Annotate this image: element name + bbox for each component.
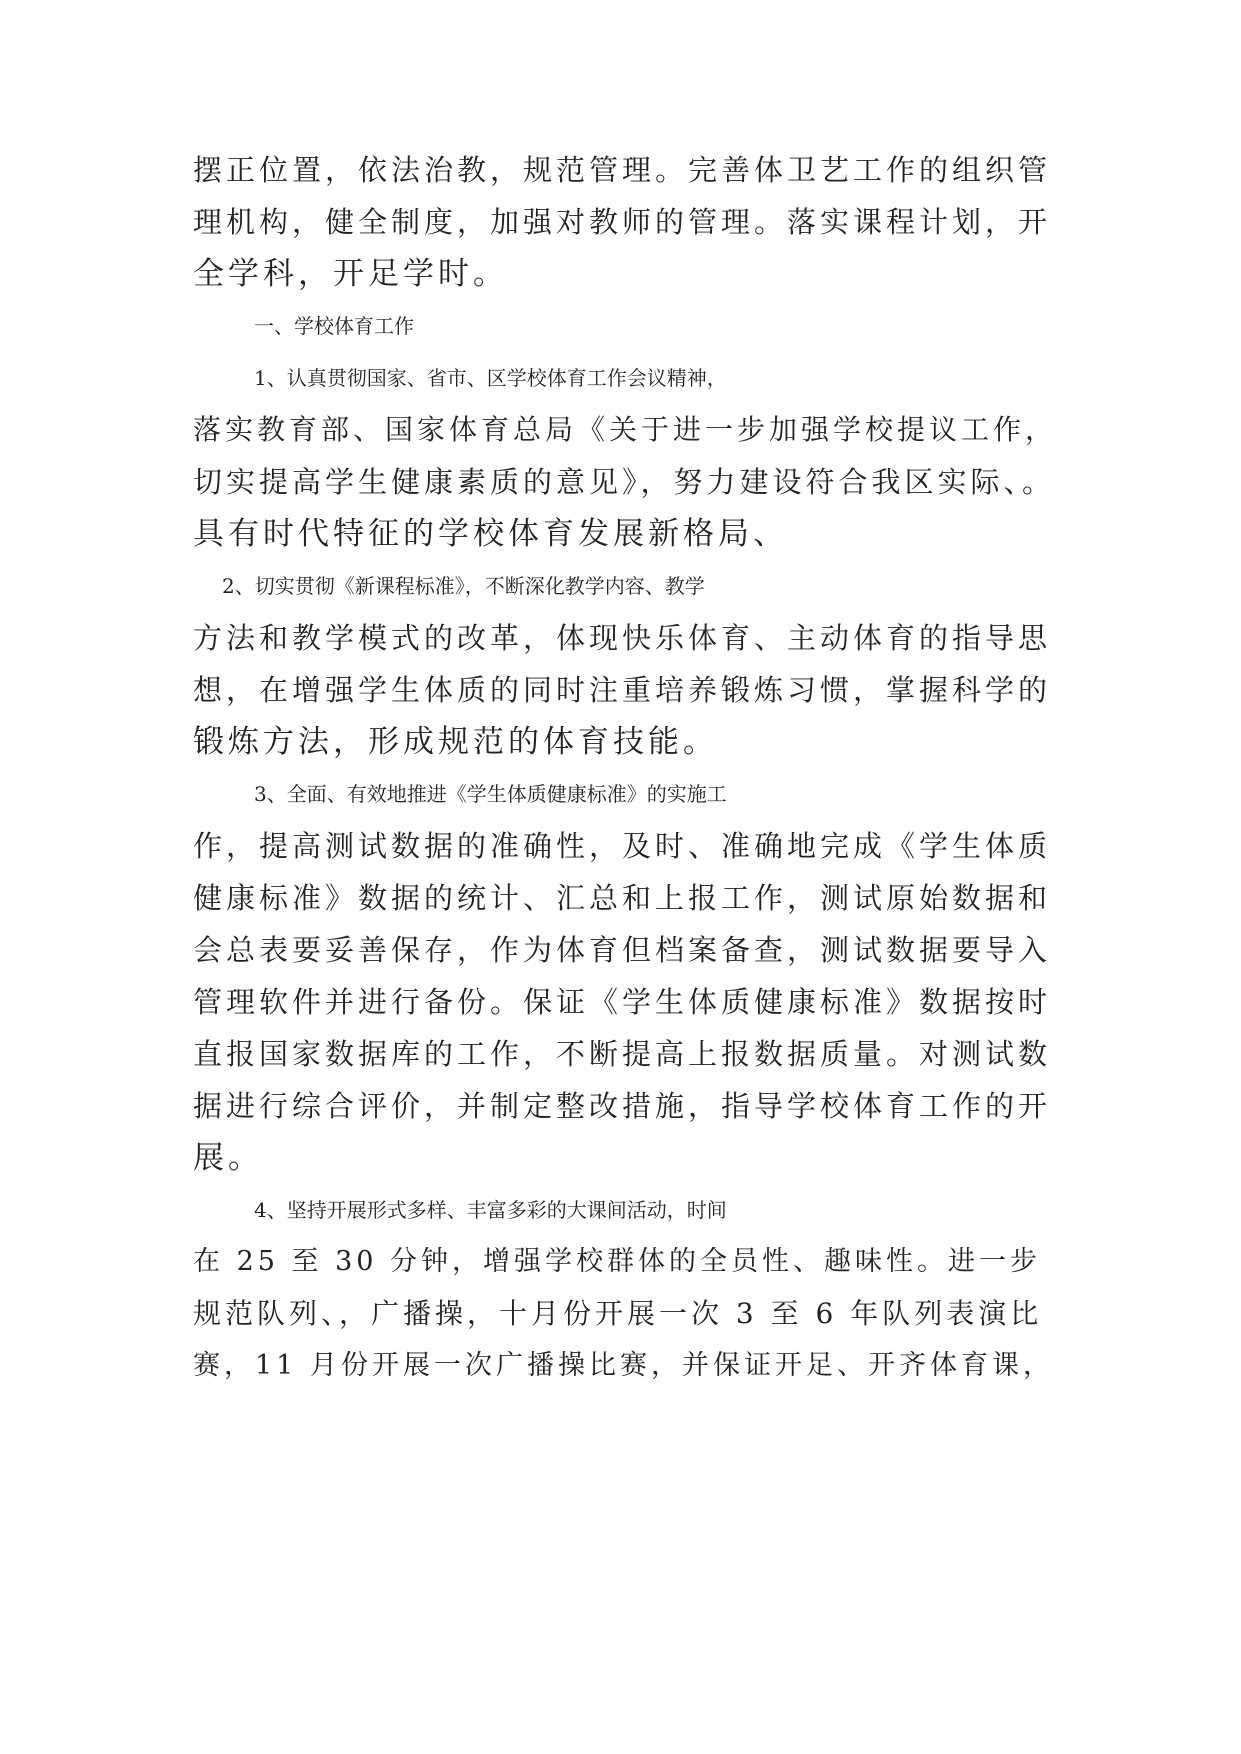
text-line: 2、切实贯彻《新课程标准》，不断深化教学内容、教学 — [222, 574, 705, 598]
text-line: 具有时代特征的学校体育发展新格局、 — [193, 516, 788, 552]
text-line: 作，提高测试数据的准确性，及时、准确地完成《学生体质 — [193, 829, 1052, 863]
text-line: 会总表要妥善保存，作为体育但档案备查，测试数据要导入 — [193, 933, 1052, 967]
text-line: 1、认真贯彻国家、省市、区学校体育工作会议精神， — [254, 366, 727, 390]
text-line: 锻炼方法，形成规范的体育技能。 — [193, 724, 718, 760]
text-line: 直报国家数据库的工作，不断提高上报数据质量。对测试数 — [193, 1037, 1052, 1071]
text-line: 据进行综合评价，并制定整改措施，指导学校体育工作的开 — [193, 1089, 1052, 1123]
text-line: 方法和教学模式的改革，体现快乐体育、主动体育的指导思 — [193, 621, 1052, 655]
text-line: 想，在增强学生体质的同时注重培养锻炼习惯，掌握科学的 — [193, 673, 1052, 707]
text-line: 管理软件并进行备份。保证《学生体质健康标准》数据按时 — [193, 985, 1052, 1019]
text-line: 全学科，开足学时。 — [193, 256, 508, 292]
text-line: 在 25 至 30 分钟，增强学校群体的全员性、趣味性。进一步 — [193, 1246, 1042, 1277]
text-line: 3、全面、有效地推进《学生体质健康标准》的实施工 — [254, 782, 727, 806]
text-line: 切实提高学生健康素质的意见》，努力建设符合我区实际、。 — [193, 465, 1056, 499]
text-line: 理机构，健全制度，加强对教师的管理。落实课程计划，开 — [193, 205, 1052, 239]
text-line: 健康标准》数据的统计、汇总和上报工作，测试原始数据和 — [193, 881, 1052, 915]
section-heading: 一、学校体育工作 — [254, 314, 414, 338]
text-line: 落实教育部、国家体育总局《关于进一步加强学校提议工作， — [193, 413, 1058, 446]
text-line: 规范队列、，广播操，十月份开展一次 3 至 6 年队列表演比 — [193, 1297, 1043, 1330]
text-line: 4、坚持开展形式多样、丰富多彩的大课间活动，时间 — [254, 1198, 727, 1222]
text-line: 摆正位置，依法治教，规范管理。完善体卫艺工作的组织管 — [193, 153, 1052, 187]
text-line: 赛，11 月份开展一次广播操比赛，并保证开足、开齐体育课， — [193, 1350, 1054, 1381]
text-line: 展。 — [193, 1140, 263, 1176]
